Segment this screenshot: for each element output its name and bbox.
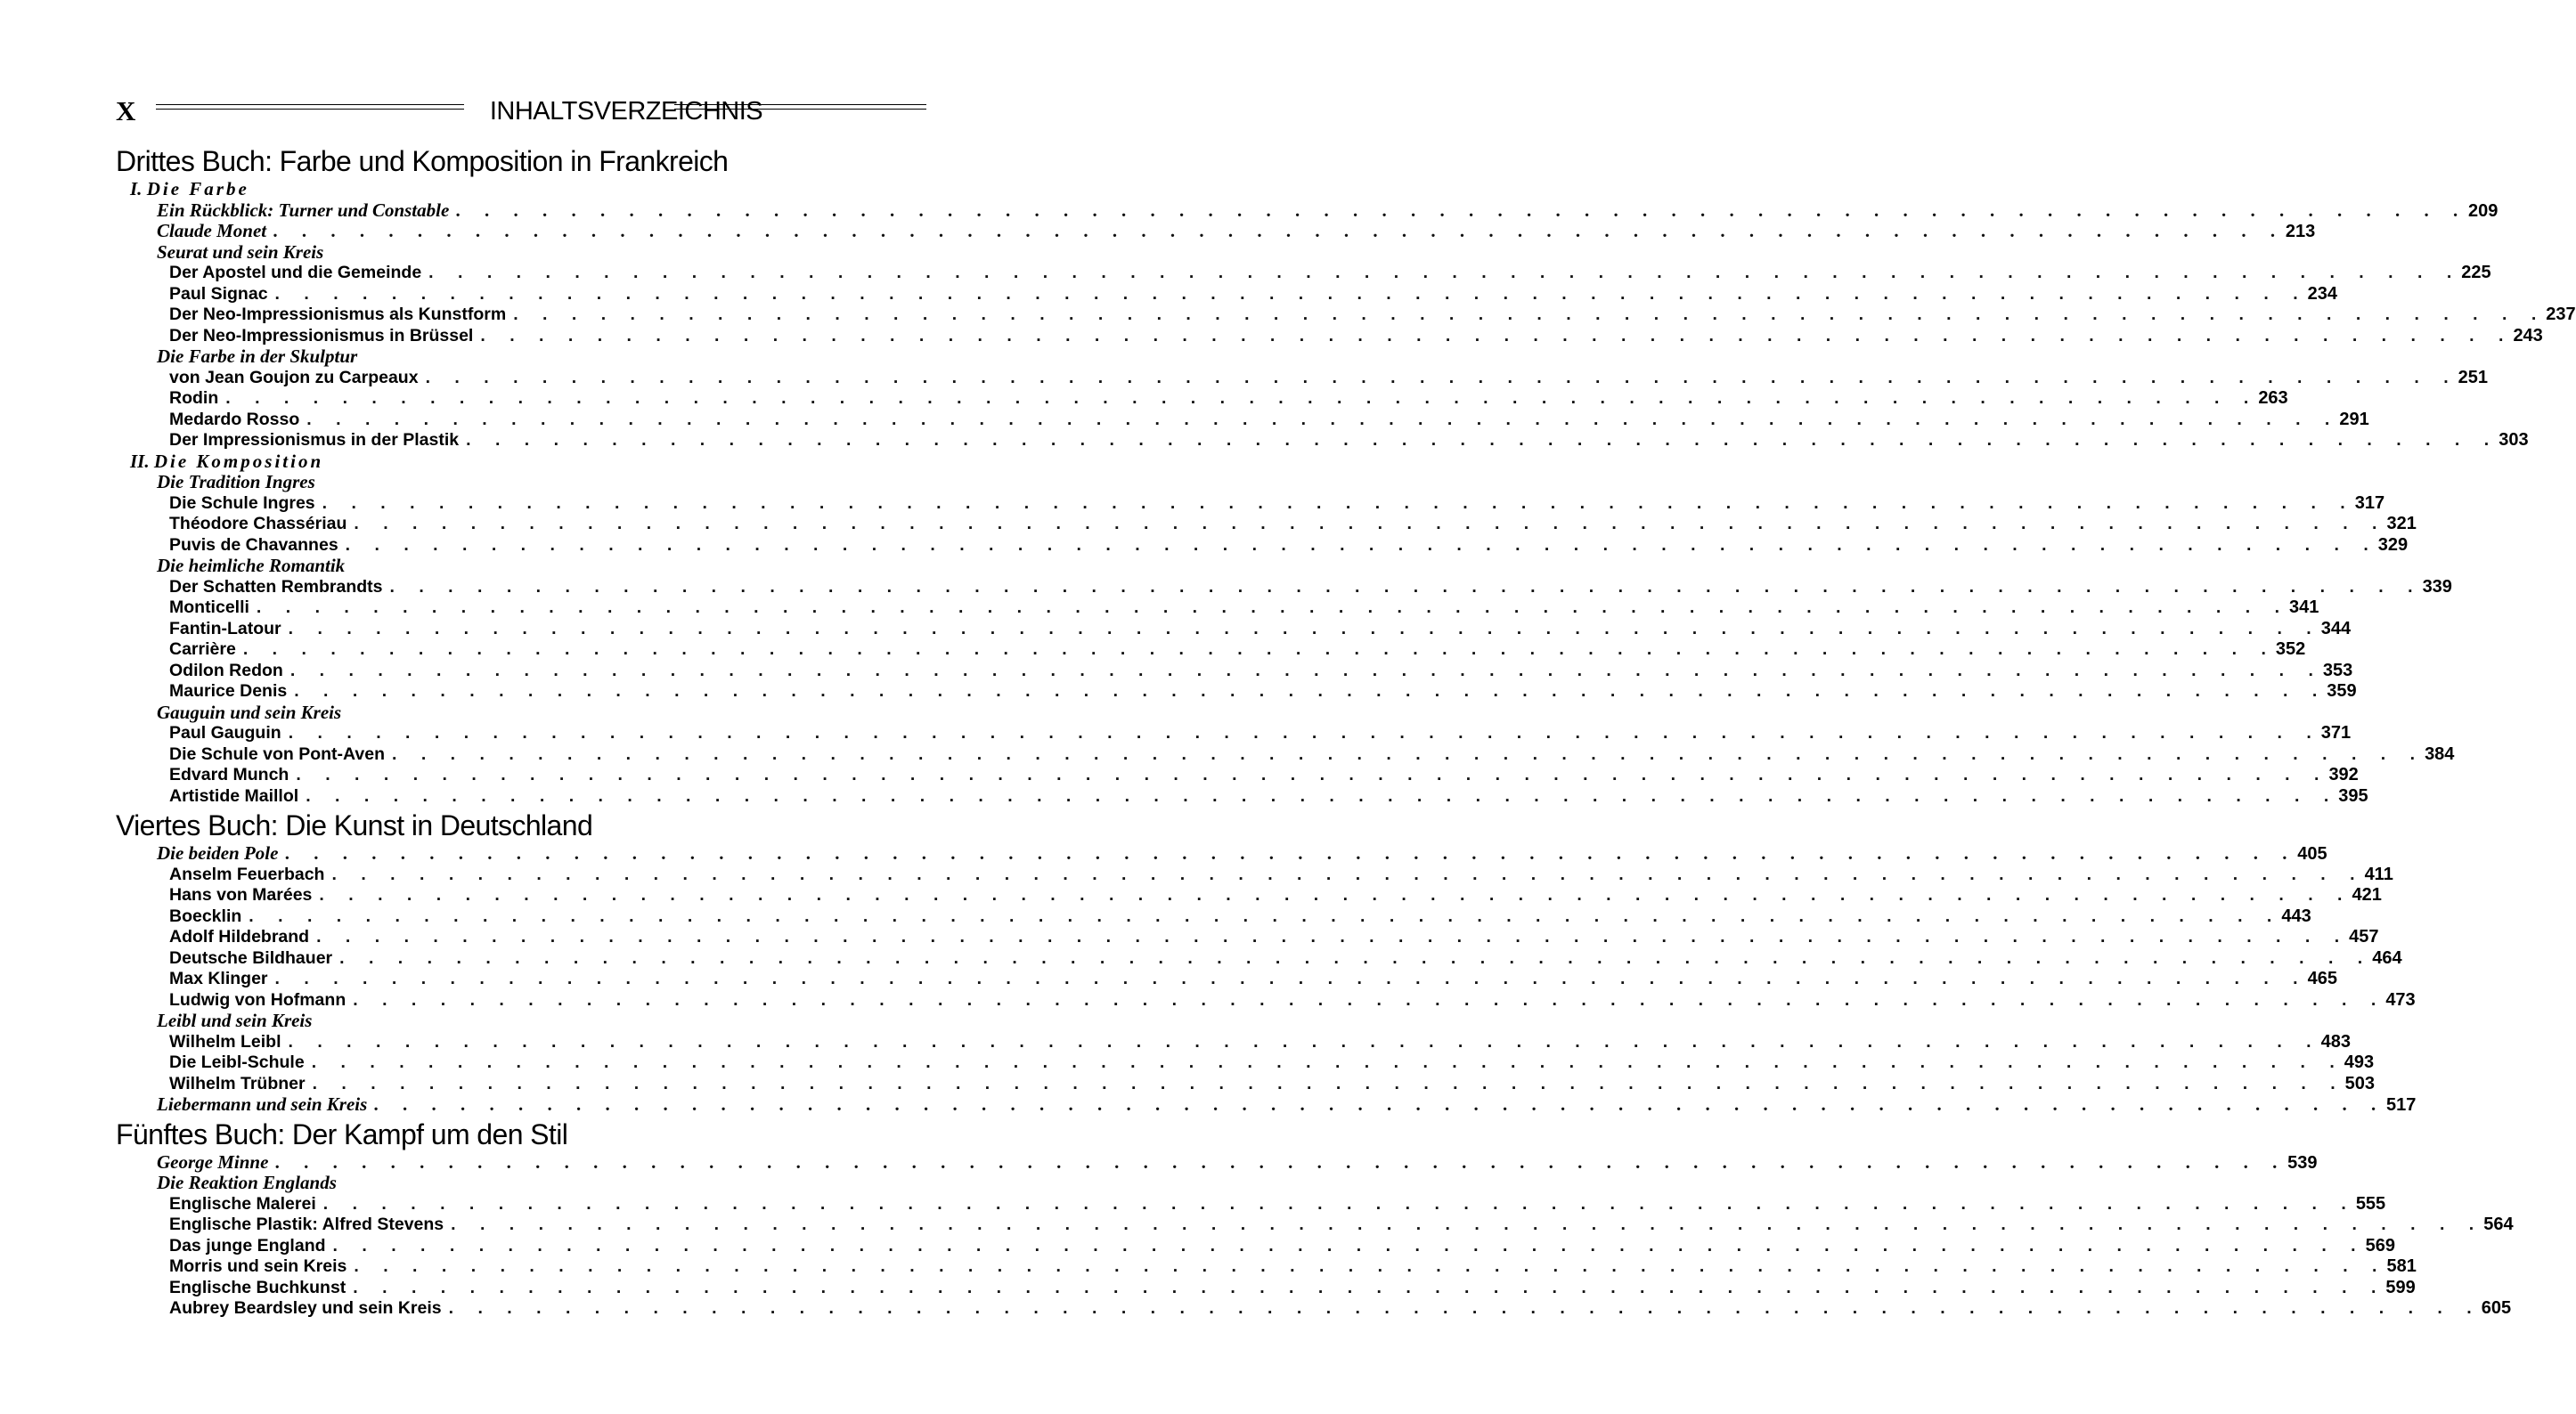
leader-dots: . . . . . . . . . . . . . . . . . . . . . . . . . . . . . . . . . . . . . . . . . . . . . . . . . . . . . . . . . . . . . . . . . . . . . . [306,785,2339,806]
leader-dots: . . . . . . . . . . . . . . . . . . . . . . . . . . . . . . . . . . . . . . . . . . . . . . . . . . . . . . . . . . . . . . . . . . . . . . [274,283,2308,304]
entry-label: Edvard Munch [169,765,289,784]
leader-dots: . . . . . . . . . . . . . . . . . . . . . . . . . . . . . . . . . . . . . . . . . . . . . . . . . . . . . . . . . . . . . . . . . . . . . . [451,1215,2484,1234]
entry-label: Die beiden Pole [157,842,279,864]
entry-page: 352 [2275,639,2306,659]
entry-page: 395 [2338,785,2368,806]
entry-label: Der Neo-Impressionismus in Brüssel [169,325,474,345]
toc-entry[interactable] [116,1093,2417,1116]
entry-label: Boecklin [169,906,242,926]
entry-label: Deutsche Bildhauer [169,947,333,968]
toc-entry[interactable] [116,1298,2512,1320]
toc-entry[interactable] [116,1215,2514,1236]
toc-entry[interactable] [116,325,2543,347]
entry-page: 237 [2546,305,2576,324]
section-heading: Leibl und sein Kreis [157,1010,313,1031]
entry-page: 371 [2320,723,2352,743]
entry-label: Wilhelm Leibl [169,1031,281,1052]
leader-dots: . . . . . . . . . . . . . . . . . . . . . . . . . . . . . . . . . . . . . . . . . . . . . . . . . . . . . . . . . . . . . . . . . . . . . . [480,325,2514,345]
book-heading: Fünftes Buch: Der Kampf um den Stil [116,1117,568,1150]
entry-page: 457 [2349,927,2379,947]
toc-entry[interactable] [116,283,2337,305]
page-number: X [116,95,136,126]
entry-page: 329 [2377,534,2409,555]
entry-label: Wilhelm Trübner [169,1073,306,1093]
entry-page: 291 [2339,409,2369,429]
toc-entry[interactable] [116,263,2491,284]
leader-dots: . . . . . . . . . . . . . . . . . . . . . . . . . . . . . . . . . . . . . . . . . . . . . . . . . . . . . . . . . . . . . . . . . . . . . . [242,639,2276,659]
entry-page: 321 [2386,514,2417,533]
leader-dots: . . . . . . . . . . . . . . . . . . . . . . . . . . . . . . . . . . . . . . . . . . . . . . . . . . . . . . . . . . . . . . . . . . . . . . [322,492,2355,513]
toc-entry[interactable] [116,842,2327,865]
entry-label: Ein Rückblick: Turner und Constable [157,199,450,221]
leader-dots: . . . . . . . . . . . . . . . . . . . . . . . . . . . . . . . . . . . . . . . . . . . . . . . . . . . . . . . . . . . . . . . . . . . . . . [319,885,2352,905]
entry-page: 503 [2344,1073,2376,1093]
leader-dots: . . . . . . . . . . . . . . . . . . . . . . . . . . . . . . . . . . . . . . . . . . . . . . . . . . . . . . . . . . . . . . . . . . . . . . [456,199,2469,221]
toc-entry[interactable] [116,989,2416,1012]
entry-label: Hans von Marées [169,885,313,905]
toc-entry[interactable] [116,947,2402,970]
toc-entry[interactable] [116,367,2489,389]
entry-label: Liebermann und sein Kreis [157,1093,368,1115]
toc-entry[interactable] [116,1150,2318,1174]
toc-entry[interactable] [116,1193,2386,1215]
entry-page: 605 [2481,1298,2512,1318]
leader-dots: . . . . . . . . . . . . . . . . . . . . . . . . . . . . . . . . . . . . . . . . . . . . . . . . . . . . . . . . . . . . . . . . . . . . . . [288,618,2321,638]
toc-entry[interactable] [116,927,2379,948]
leader-dots: . . . . . . . . . . . . . . . . . . . . . . . . . . . . . . . . . . . . . . . . . . . . . . . . . . . . . . . . . . . . . . . . . . . . . . [353,989,2386,1010]
leader-dots: . . . . . . . . . . . . . . . . . . . . . . . . . . . . . . . . . . . . . . . . . . . . . . . . . . . . . . . . . . . . . . . . . . . . . . [288,723,2321,743]
entry-page: 539 [2287,1152,2318,1173]
entry-label: Der Apostel und die Gemeinde [169,263,422,282]
toc-entry[interactable] [116,1277,2416,1299]
leader-dots: . . . . . . . . . . . . . . . . . . . . . . . . . . . . . . . . . . . . . . . . . . . . . . . . . . . . . . . . . . . . . . . . . . . . . . [389,576,2423,597]
entry-label: Englische Plastik: Alfred Stevens [169,1215,444,1234]
leader-dots: . . . . . . . . . . . . . . . . . . . . . . . . . . . . . . . . . . . . . . . . . . . . . . . . . . . . . . . . . . . . . . . . . . . . . . [513,305,2547,324]
entry-page: 405 [2297,844,2327,864]
leader-dots: . . . . . . . . . . . . . . . . . . . . . . . . . . . . . . . . . . . . . . . . . . . . . . . . . . . . . . . . . . . . . . . . . . . . . . [311,1052,2344,1072]
entry-page: 517 [2386,1095,2417,1115]
part-numeral: I. [130,178,143,199]
header-rule-right [674,104,926,110]
toc-entry[interactable] [116,514,2417,535]
part-heading [116,451,926,473]
part-title: Die Farbe [146,178,249,199]
leader-dots: . . . . . . . . . . . . . . . . . . . . . . . . . . . . . . . . . . . . . . . . . . . . . . . . . . . . . . . . . . . . . . . . . . . . . . [256,597,2289,617]
toc-entry[interactable] [116,1052,2375,1074]
toc-entry[interactable] [116,1256,2417,1278]
toc-entry[interactable] [116,765,2359,786]
toc-entry[interactable] [116,864,2393,886]
entry-page: 555 [2355,1193,2386,1214]
entry-label: Der Neo-Impressionismus als Kunstform [169,305,507,324]
part-heading [116,179,926,200]
leader-dots: . . . . . . . . . . . . . . . . . . . . . . . . . . . . . . . . . . . . . . . . . . . . . . . . . . . . . . . . . . . . . . . . . . . . . . [312,1073,2345,1093]
entry-page: 473 [2385,989,2416,1010]
entry-label: George Minne [157,1150,269,1173]
entry-label: Max Klinger [169,969,268,988]
entry-label: Die Leibl-Schule [169,1052,305,1072]
leader-dots: . . . . . . . . . . . . . . . . . . . . . . . . . . . . . . . . . . . . . . . . . . . . . . . . . . . . . . . . . . . . . . . . . . . . . . [332,1235,2366,1256]
entry-page: 359 [2327,681,2357,701]
toc-entry[interactable] [116,1073,2376,1095]
entry-page: 243 [2513,325,2543,345]
entry-page: 443 [2281,906,2311,926]
toc-entry[interactable] [116,220,2316,242]
entry-label: Adolf Hildebrand [169,927,310,947]
entry-page: 344 [2320,618,2352,638]
toc-entry[interactable] [116,906,2311,928]
toc-entry[interactable] [116,199,2499,222]
leader-dots: . . . . . . . . . . . . . . . . . . . . . . . . . . . . . . . . . . . . . . . . . . . . . . . . . . . . . . . . . . . . . . . . . . . . . . [288,1031,2321,1052]
toc-entry[interactable] [116,1031,2351,1053]
entry-label: Der Schatten Rembrandts [169,576,383,597]
leader-dots: . . . . . . . . . . . . . . . . . . . . . . . . . . . . . . . . . . . . . . . . . . . . . . . . . . . . . . . . . . . . . . . . . . . . . . [354,514,2387,533]
part-numeral: II. [130,450,150,472]
leader-dots: . . . . . . . . . . . . . . . . . . . . . . . . . . . . . . . . . . . . . . . . . . . . . . . . . . . . . . . . . . . . . . . . . . . . . . [448,1298,2482,1318]
entry-page: 464 [2372,947,2402,968]
entry-label: Anselm Feuerbach [169,864,325,884]
toc-entry[interactable] [116,430,2529,451]
leader-dots: . . . . . . . . . . . . . . . . . . . . . . . . . . . . . . . . . . . . . . . . . . . . . . . . . . . . . . . . . . . . . . . . . . . . . . [289,660,2323,680]
leader-dots: . . . . . . . . . . . . . . . . . . . . . . . . . . . . . . . . . . . . . . . . . . . . . . . . . . . . . . . . . . . . . . . . . . . . . . [273,220,2286,241]
toc-entry[interactable] [116,534,2409,557]
entry-label: Rodin [169,388,219,408]
leader-dots: . . . . . . . . . . . . . . . . . . . . . . . . . . . . . . . . . . . . . . . . . . . . . . . . . . . . . . . . . . . . . . . . . . . . . . [249,906,2282,926]
entry-label: Monticelli [169,597,249,617]
entry-label: Artistide Maillol [169,785,299,806]
leader-dots: . . . . . . . . . . . . . . . . . . . . . . . . . . . . . . . . . . . . . . . . . . . . . . . . . . . . . . . . . . . . . . . . . . . . . . [391,744,2425,764]
leader-dots: . . . . . . . . . . . . . . . . . . . . . . . . . . . . . . . . . . . . . . . . . . . . . . . . . . . . . . . . . . . . . . . . . . . . . . [316,927,2350,947]
entry-label: Aubrey Beardsley und sein Kreis [169,1298,442,1318]
section-heading: Seurat und sein Kreis [157,240,324,263]
toc-entry[interactable] [116,785,2368,808]
entry-label: Paul Signac [169,283,268,304]
entry-label: Maurice Denis [169,681,288,701]
leader-dots: . . . . . . . . . . . . . . . . . . . . . . . . . . . . . . . . . . . . . . . . . . . . . . . . . . . . . . . . . . . . . . . . . . . . . . [294,681,2327,701]
toc-entry[interactable] [116,388,2288,410]
toc-entry[interactable] [116,576,2452,598]
toc-entry[interactable] [116,744,2455,766]
entry-page: 411 [2364,864,2393,884]
leader-dots: . . . . . . . . . . . . . . . . . . . . . . . . . . . . . . . . . . . . . . . . . . . . . . . . . . . . . . . . . . . . . . . . . . . . . . [275,1150,2288,1173]
table-of-contents [116,142,2576,1320]
page-title: INHALTSVERZEICHNIS [489,97,763,126]
entry-page: 493 [2344,1052,2375,1072]
running-header [116,93,926,129]
entry-page: 225 [2461,263,2491,282]
entry-label: Odilon Redon [169,660,283,680]
leader-dots: . . . . . . . . . . . . . . . . . . . . . . . . . . . . . . . . . . . . . . . . . . . . . . . . . . . . . . . . . . . . . . . . . . . . . . [296,765,2329,784]
entry-label: Die Schule Ingres [169,492,315,513]
entry-label: Puvis de Chavannes [169,534,338,555]
book-heading: Drittes Buch: Farbe und Komposition in Frankreich [116,145,729,177]
entry-page: 581 [2386,1256,2417,1276]
header-rule-left [156,104,464,110]
entry-label: Morris und sein Kreis [169,1256,347,1276]
entry-label: Claude Monet [157,220,267,241]
entry-page: 213 [2285,222,2316,241]
toc-entry[interactable] [116,305,2576,326]
leader-dots: . . . . . . . . . . . . . . . . . . . . . . . . . . . . . . . . . . . . . . . . . . . . . . . . . . . . . . . . . . . . . . . . . . . . . . [322,1193,2356,1214]
leader-dots: . . . . . . . . . . . . . . . . . . . . . . . . . . . . . . . . . . . . . . . . . . . . . . . . . . . . . . . . . . . . . . . . . . . . . . [466,430,2499,450]
entry-label: Fantin-Latour [169,618,281,638]
entry-page: 263 [2258,388,2288,408]
section-heading: Die Tradition Ingres [157,471,315,492]
leader-dots: . . . . . . . . . . . . . . . . . . . . . . . . . . . . . . . . . . . . . . . . . . . . . . . . . . . . . . . . . . . . . . . . . . . . . . [425,367,2458,387]
entry-page: 209 [2468,200,2499,221]
entry-label: Das junge England [169,1235,326,1256]
leader-dots: . . . . . . . . . . . . . . . . . . . . . . . . . . . . . . . . . . . . . . . . . . . . . . . . . . . . . . . . . . . . . . . . . . . . . . [345,534,2378,555]
section-heading: Die heimliche Romantik [157,555,346,576]
entry-page: 392 [2328,765,2359,784]
toc-entry[interactable] [116,639,2306,661]
leader-dots: . . . . . . . . . . . . . . . . . . . . . . . . . . . . . . . . . . . . . . . . . . . . . . . . . . . . . . . . . . . . . . . . . . . . . . [354,1256,2387,1276]
leader-dots: . . . . . . . . . . . . . . . . . . . . . . . . . . . . . . . . . . . . . . . . . . . . . . . . . . . . . . . . . . . . . . . . . . . . . . [353,1277,2386,1297]
entry-label: Medardo Rosso [169,409,300,429]
entry-page: 353 [2322,660,2353,680]
entry-label: Englische Malerei [169,1193,316,1214]
entry-page: 569 [2365,1235,2395,1256]
leader-dots: . . . . . . . . . . . . . . . . . . . . . . . . . . . . . . . . . . . . . . . . . . . . . . . . . . . . . . . . . . . . . . . . . . . . . . [306,409,2340,429]
entry-page: 483 [2320,1031,2351,1052]
leader-dots: . . . . . . . . . . . . . . . . . . . . . . . . . . . . . . . . . . . . . . . . . . . . . . . . . . . . . . . . . . . . . . . . . . . . . . [428,263,2462,282]
toc-entry[interactable] [116,885,2382,906]
entry-page: 251 [2458,367,2489,387]
entry-label: Théodore Chassériau [169,514,347,533]
entry-label: Englische Buchkunst [169,1277,346,1297]
entry-page: 339 [2422,576,2452,597]
toc-entry[interactable] [116,660,2353,682]
entry-label: Carrière [169,639,236,659]
entry-label: Die Schule von Pont-Aven [169,744,385,764]
leader-dots: . . . . . . . . . . . . . . . . . . . . . . . . . . . . . . . . . . . . . . . . . . . . . . . . . . . . . . . . . . . . . . . . . . . . . . [339,947,2373,968]
entry-page: 317 [2354,492,2385,513]
entry-page: 234 [2307,283,2337,304]
part-title: Die Komposition [153,450,324,472]
entry-page: 341 [2289,597,2319,617]
toc-entry[interactable] [116,681,2357,703]
entry-label: Ludwig von Hofmann [169,989,346,1010]
leader-dots: . . . . . . . . . . . . . . . . . . . . . . . . . . . . . . . . . . . . . . . . . . . . . . . . . . . . . . . . . . . . . . . . . . . . . . [331,864,2365,884]
entry-label: Der Impressionismus in der Plastik [169,430,460,450]
entry-page: 599 [2385,1277,2416,1297]
leader-dots: . . . . . . . . . . . . . . . . . . . . . . . . . . . . . . . . . . . . . . . . . . . . . . . . . . . . . . . . . . . . . . . . . . . . . . [225,388,2259,408]
section-heading: Die Farbe in der Skulptur [157,345,358,367]
entry-page: 564 [2483,1215,2514,1234]
entry-label: von Jean Goujon zu Carpeaux [169,367,419,387]
toc-entry[interactable] [116,969,2337,990]
entry-label: Paul Gauguin [169,723,281,743]
toc-entry[interactable] [116,492,2385,515]
section-heading: Die Reaktion Englands [157,1172,337,1193]
entry-page: 384 [2425,744,2455,764]
toc-entry[interactable] [116,1235,2395,1257]
leader-dots: . . . . . . . . . . . . . . . . . . . . . . . . . . . . . . . . . . . . . . . . . . . . . . . . . . . . . . . . . . . . . . . . . . . . . . [374,1093,2387,1115]
leader-dots: . . . . . . . . . . . . . . . . . . . . . . . . . . . . . . . . . . . . . . . . . . . . . . . . . . . . . . . . . . . . . . . . . . . . . . [285,842,2298,864]
entry-page: 303 [2499,430,2529,450]
book-heading: Viertes Buch: Die Kunst in Deutschland [116,809,593,841]
toc-entry[interactable] [116,597,2319,619]
toc-entry[interactable] [116,409,2369,431]
toc-entry[interactable] [116,618,2352,640]
entry-page: 465 [2307,969,2337,988]
toc-entry[interactable] [116,723,2352,744]
section-heading: Gauguin und sein Kreis [157,701,342,723]
entry-page: 421 [2352,885,2382,905]
leader-dots: . . . . . . . . . . . . . . . . . . . . . . . . . . . . . . . . . . . . . . . . . . . . . . . . . . . . . . . . . . . . . . . . . . . . . . [274,969,2308,988]
